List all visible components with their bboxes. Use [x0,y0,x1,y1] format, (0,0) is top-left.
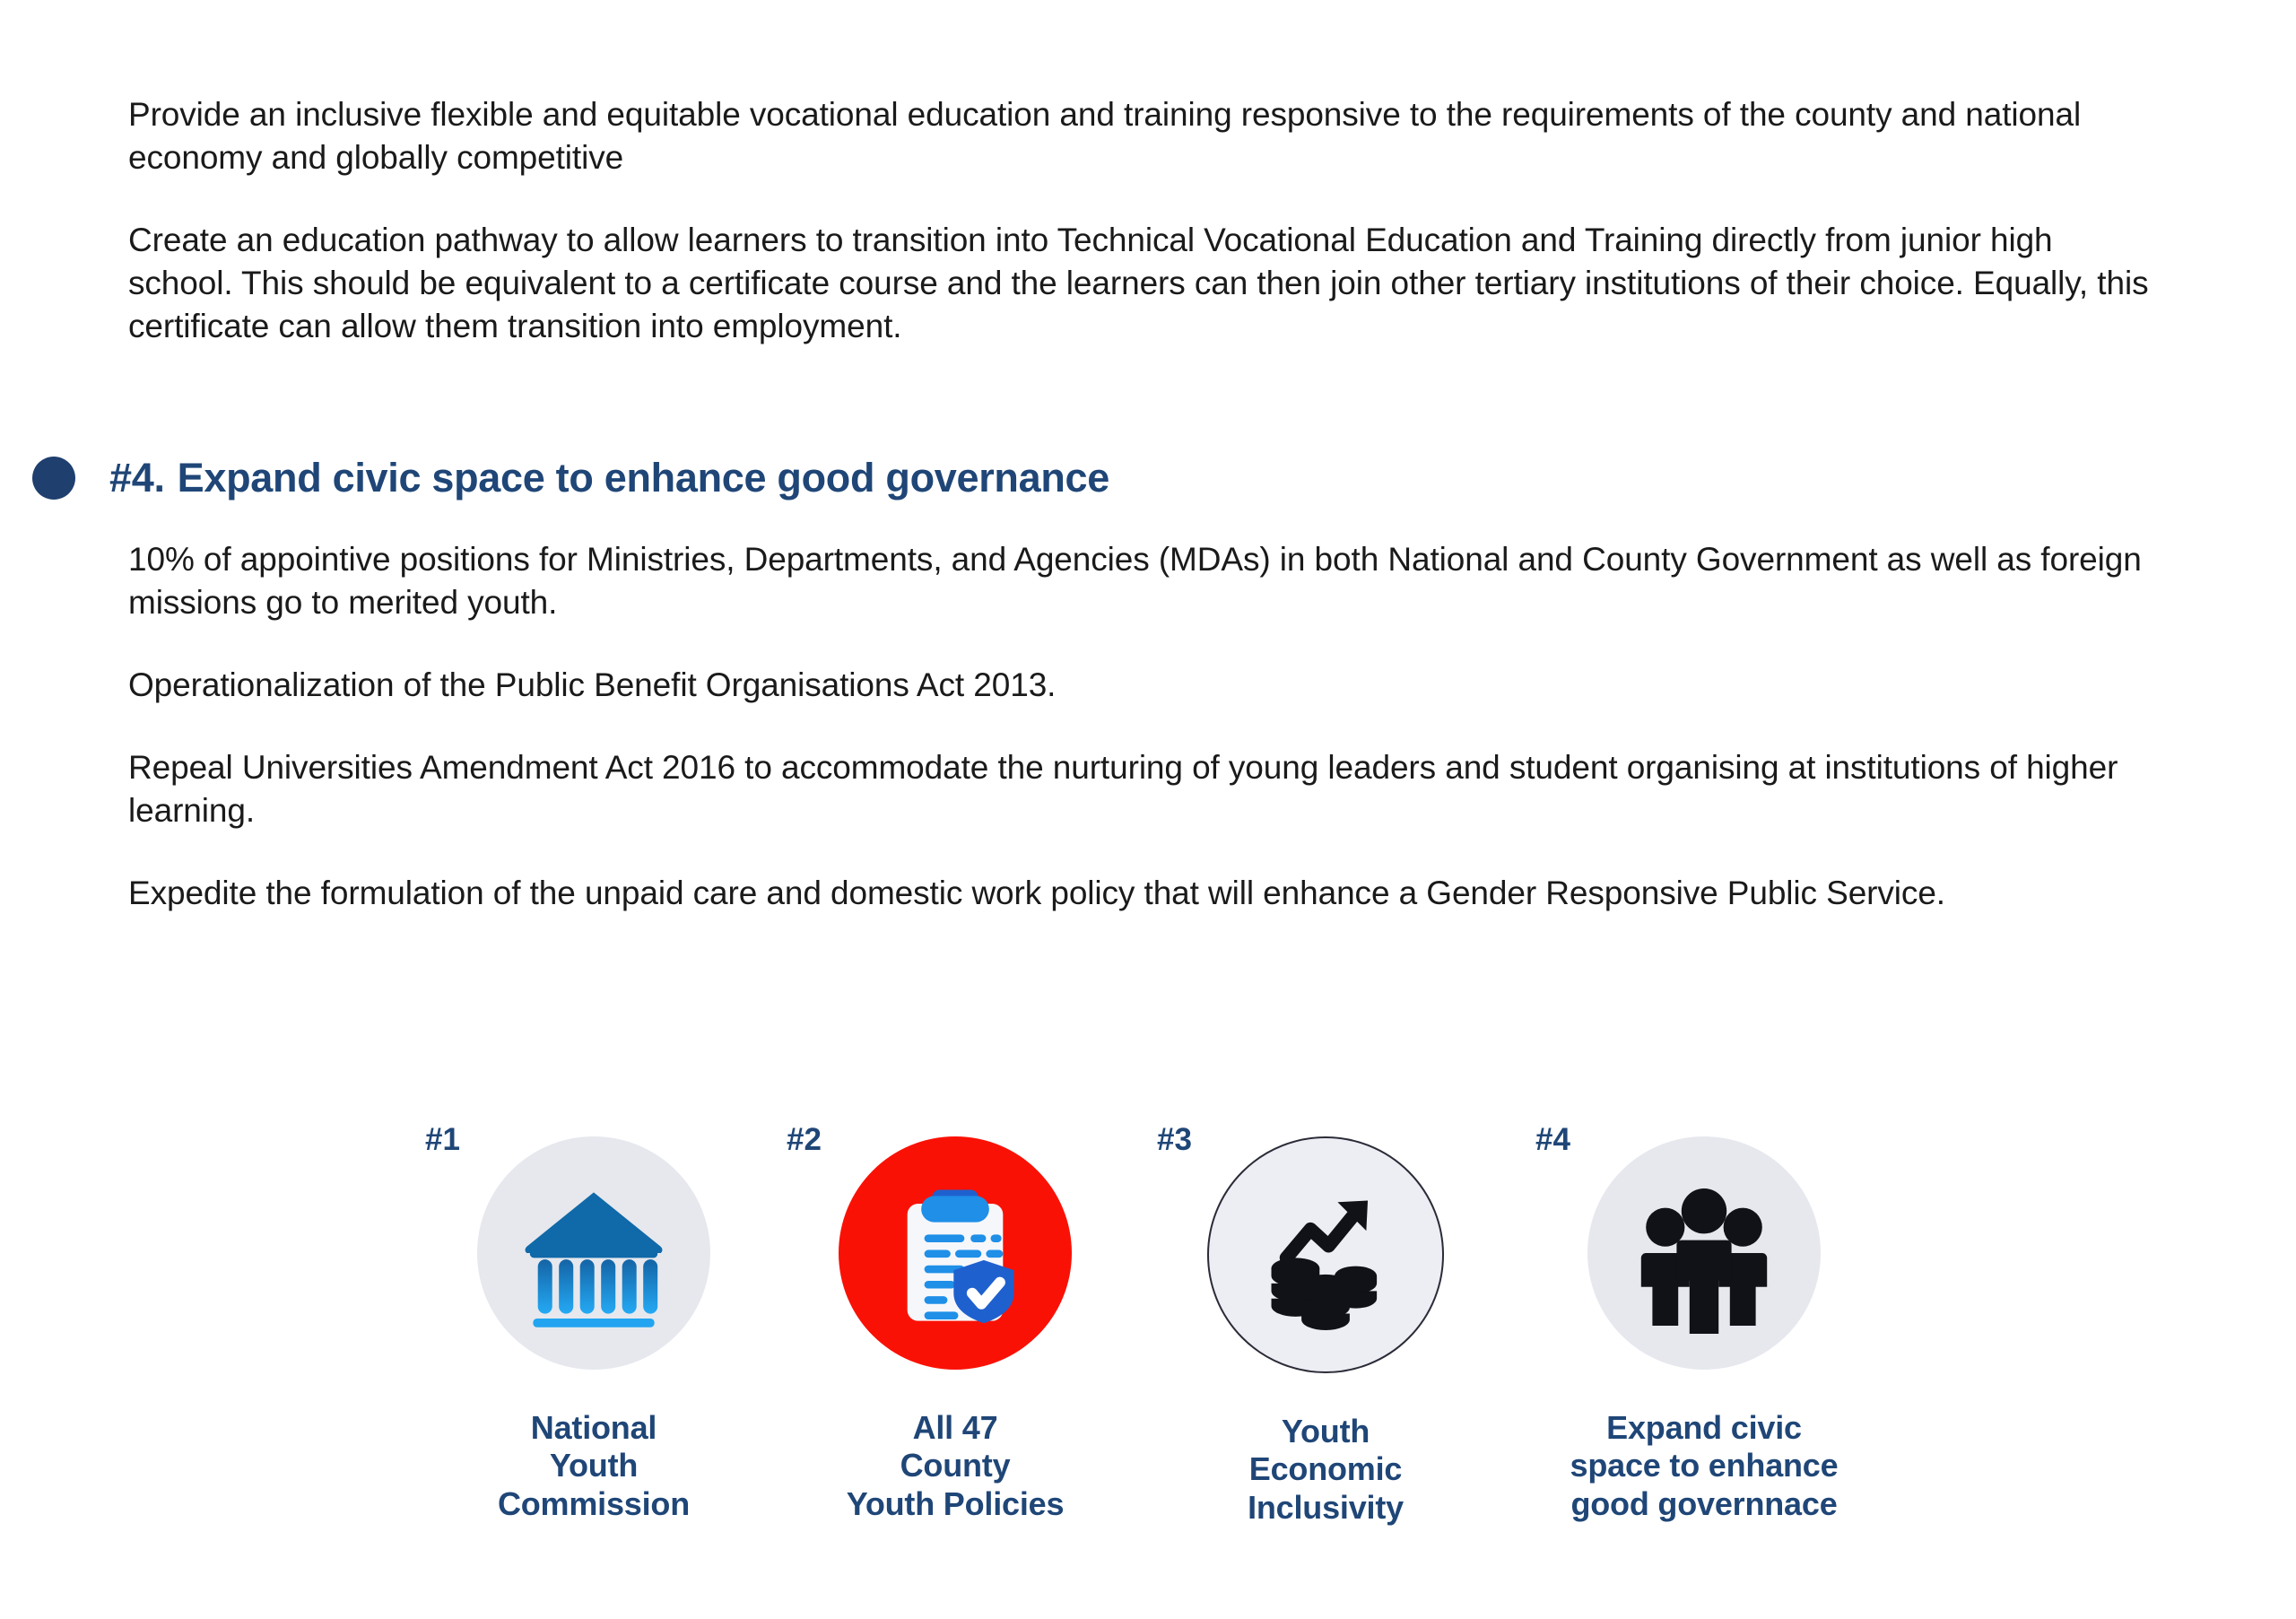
intro-text-block [128,93,2151,382]
heading-text-wrap [109,455,1109,501]
priority-card-3[interactable] [1137,1117,1514,1527]
priority-card-2[interactable] [767,1117,1144,1523]
priority-label-1-line3: Commission [497,1484,691,1522]
paragraph-unpaid-care-policy: Expedite the formulation of the unpaid care and domestic work policy that will enhance a Gender Responsive Public Service. [128,875,1945,912]
priority-label-3-line1: Youth [1281,1413,1370,1449]
priority-number-2: #2 [787,1122,822,1157]
priority-icon-circle-4 [1587,1136,1821,1370]
priority-icon-circle-1 [477,1136,710,1370]
priority-label-1 [405,1409,782,1523]
priority-label-1-line2: Youth [549,1447,639,1484]
priority-label-4-line3: good governnace [1570,1484,1838,1522]
priority-label-2 [767,1409,1144,1523]
priority-label-3 [1137,1413,1514,1527]
heading-number: #4. [109,455,165,500]
clipboard-shield-check-icon [878,1176,1032,1330]
priority-number-4: #4 [1535,1122,1570,1157]
priority-icon-row [0,1117,2296,1565]
priority-number-3: #3 [1157,1122,1192,1157]
priority-label-4-line2: space to enhance [1570,1447,1839,1484]
priority-label-1-line1: National [530,1409,657,1446]
priority-label-4 [1507,1409,1901,1523]
priority-card-1[interactable] [405,1117,782,1523]
priority-label-3-line3: Inclusivity [1248,1488,1404,1526]
paragraph-appointive-positions: 10% of appointive positions for Ministries, Departments, and Agencies (MDAs) in both National and County Government as well as foreign missions go to merited youth. [128,541,2142,622]
priority-label-2-line1: All 47 [912,1409,998,1446]
paragraph-vocational-education: Provide an inclusive flexible and equitable vocational education and training responsive to the requirements of the county and national economy and globally competitive [128,96,2082,177]
paragraph-education-pathway: Create an education pathway to allow learners to transition into Technical Vocational Education and Training directly from junior high school. This should be equivalent to a certificate course and the learners can then join other tertiary institutions of their choice. Equally, this certificate can allow them transition into employment. [128,222,2149,345]
priority-icon-circle-2 [839,1136,1072,1370]
coins-growth-arrow-icon [1250,1179,1401,1330]
group-of-people-icon [1623,1172,1785,1334]
paragraph-universities-act: Repeal Universities Amendment Act 2016 to accommodate the nurturing of young leaders and student organising at institutions of higher learning. [128,749,2118,830]
heading-title: Expand civic space to enhance good governance [177,455,1109,500]
priority-card-4[interactable] [1516,1117,1892,1523]
section-heading [32,455,2185,501]
bullet-dot-icon [32,457,75,500]
bank-institution-icon [514,1173,674,1333]
priority-label-3-line2: Economic [1248,1450,1403,1488]
priority-label-4-line1: Expand civic [1606,1409,1802,1446]
priority-number-1: #1 [425,1122,460,1157]
priority-label-2-line2: County [900,1447,1011,1484]
priority-icon-circle-3 [1207,1136,1444,1373]
paragraph-pbo-act: Operationalization of the Public Benefit Organisations Act 2013. [128,666,1057,704]
recommendations-text-block [128,538,2182,950]
priority-label-2-line3: Youth Policies [846,1484,1065,1522]
